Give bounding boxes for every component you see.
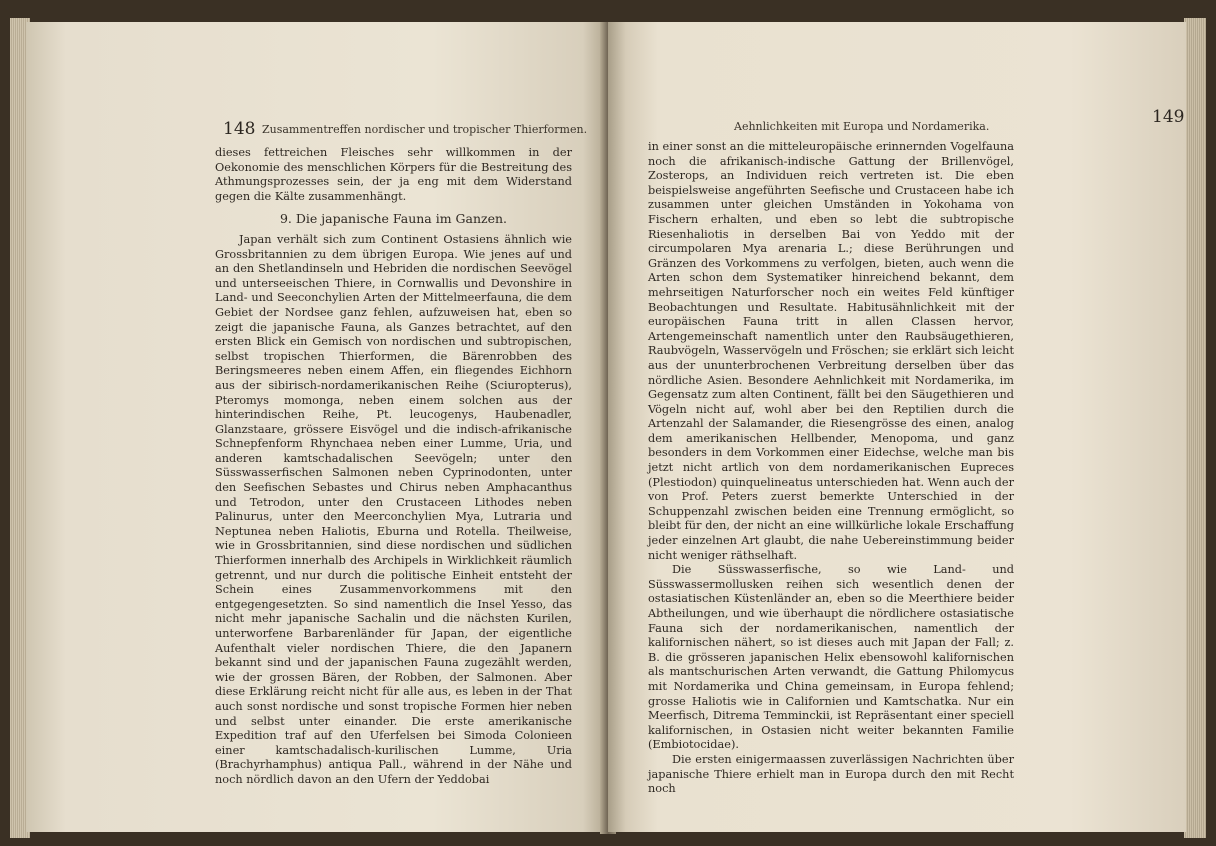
paragraph: Die Süsswasserfische, so wie Land- und Süsswassermollusken reihen sich wesentlich denen der ostasiatischen Küstenländer an, eben so die Meerthiere beider Abtheilungen, und wie überhaupt die nördlichere ostasiatische Fauna sich der nordamerikanischen, namentlich der kalifornischen nähert, so ist dieses auch mit Japan der Fall; z. B. die grösseren japanischen Helix ebensowohl kalifornischen als mantschurischen Arten verwandt, die Gattung Philomycus mit Nordamerika und China gemeinsam, in Europa fehlend; grosse Haliotis wie in Californien und Kamtschatka. Nur ein Meerfisch, Ditrema Temminckii, ist Repräsentant einer speciell kalifornischen, in Ostasien nicht weiter bekannten Familie (Embiotocidae). <box>648 563 1014 752</box>
paragraph: Die ersten einigermaassen zuverlässigen Nachrichten über japanische Thiere erhielt man in Europa durch den mit Recht noch <box>648 752 1014 796</box>
left-text-block <box>215 146 572 788</box>
page-number: 148 <box>223 119 256 139</box>
paragraph: Japan verhält sich zum Continent Ostasiens ähnlich wie Grossbritannien zu dem übrigen Europa. Wie jenes auf und an den Shetlandinseln und Hebriden die nordischen Seevögel und unterseeischen Thiere, in Cornwallis und Devonshire in Land- und Seeconchylien Arten der Mittelmeerfauna, die dem Gebiet der Nordsee ganz fehlen, aufzuweisen hat, eben so zeigt die japanische Fauna, als Ganzes betrachtet, auf den ersten Blick ein Gemisch von nordischen und subtropischen, selbst tropischen Thierformen, die Bärenrobben des Beringsmeeres neben einem Affen, ein fliegendes Eichhorn aus der sibirisch-nordamerikanischen Reihe (Sciuropterus), Pteromys momonga, neben einem solchen aus der hinterindischen Reihe, Pt. leucogenys, Haubenadler, Glanzstaare, grössere Eisvögel und die indisch-afrikanische Schnepfenform Rhynchaea neben einer Lumme, Uria, und anderen kamtschadalischen Seevögeln; unter den Süsswasserfischen Salmonen neben Cyprinodonten, unter den Seefischen Sebastes und Chirus neben Amphacanthus und Tetrodon, unter den Crustaceen Lithodes neben Palinurus, unter den Meerconchylien Mya, Lutraria und Neptunea neben Haliotis, Eburna und Rotella. Theilweise, wie in Grossbritannien, sind diese nordischen und südlichen Thierformen innerhalb des Archipels in Wirklichkeit räumlich getrennt, und nur durch die politische Einheit entsteht der Schein eines Zusammenvorkommens mit den entgegengesetzten. So sind namentlich die Insel Yesso, das nicht mehr japanische Sachalin und die nächsten Kurilen, unterworfene Barbarenländer für Japan, der eigentliche Aufenthalt vieler nordischen Thiere, die den Japanern bekannt sind und der japanischen Fauna zugezählt werden, wie der grossen Bären, der Robben, der Salmonen. Aber diese Erklärung reicht nicht für alle aus, es leben in der That auch sonst nordische und sonst tropische Formen hier neben und selbst unter einander. Die erste amerikanische Expedition traf auf den Uferfelsen bei Simoda Colonieen einer kamtschadalisch-kurilischen Lumme, Uria (Brachyrhamphus) antiqua Pall., während in der Nähe und noch nördlich davon an den Ufern der Yeddobai <box>215 232 572 786</box>
section-heading: 9. Die japanische Fauna im Ganzen. <box>279 211 508 227</box>
paragraph: dieses fettreichen Fleisches sehr willkommen in der Oekonomie des menschlichen Körpers für die Bestreitung des Athmungsprozesses sein, der ja eng mit dem Widerstand gegen die Kälte zusammenhängt. <box>215 146 572 203</box>
running-head: Aehnlichkeiten mit Europa und Nordamerika. <box>734 120 990 133</box>
right-text-block <box>648 140 1014 797</box>
right-page <box>608 22 1186 832</box>
running-head: Zusammentreffen nordischer und tropischer Thierformen. <box>262 123 588 136</box>
page-number: 149 <box>1152 107 1185 127</box>
paragraph: in einer sonst an die mitteleuropäische erinnernden Vogelfauna noch die afrikanisch-indische Gattung der Brillenvögel, Zosterops, an Individuen reich vertreten ist. Die eben beispielsweise angeführten Seefische und Crustaceen habe ich zusammen unter gleichen Umständen in Yokohama von Fischern erhalten, und eben so lebt die subtropische Riesenhaliotis in derselben Bai von Yeddo mit der circumpolaren Mya arenaria L.; diese Berührungen und Gränzen des Vorkommens zu verfolgen, bieten, auch wenn die Arten schon dem Systematiker hinreichend bekannt, dem mehrseitigen Naturforscher noch ein weites Feld künftiger Beobachtungen und Resultate. Habitusähnlichkeit mit der europäischen Fauna tritt in allen Classen hervor, Artengemeinschaft namentlich unter den Raubsäugethieren, Raubvögeln, Wasservögeln und Fröschen; sie erklärt sich leicht aus der ununterbrochenen Verbreitung derselben über das nördliche Asien. Besondere Aehnlichkeit mit Nordamerika, im Gegensatz zum alten Continent, fällt bei den Säugethieren und Vögeln nicht auf, wohl aber bei den Reptilien durch die Artenzahl der Salamander, die Riesengrösse des einen, analog dem amerikanischen Hellbender, Menopoma, und ganz besonders in dem Vorkommen einer Eidechse, welche man bis jetzt nicht artlich von dem nordamerikanischen Eupreces (Plestiodon) quinquelineatus unterschieden hat. Wenn auch der von Prof. Peters zuerst bemerkte Unterschied in der Schuppenzahl zwischen beiden eine Trennung ermöglicht, so bleibt für den, der nicht an eine willkürliche lokale Erschaffung jeder einzelnen Art glaubt, die nahe Uebereinstimmung beider nicht weniger räthselhaft. <box>648 140 1014 562</box>
right-page-edges <box>1184 18 1206 838</box>
left-page <box>26 22 606 832</box>
